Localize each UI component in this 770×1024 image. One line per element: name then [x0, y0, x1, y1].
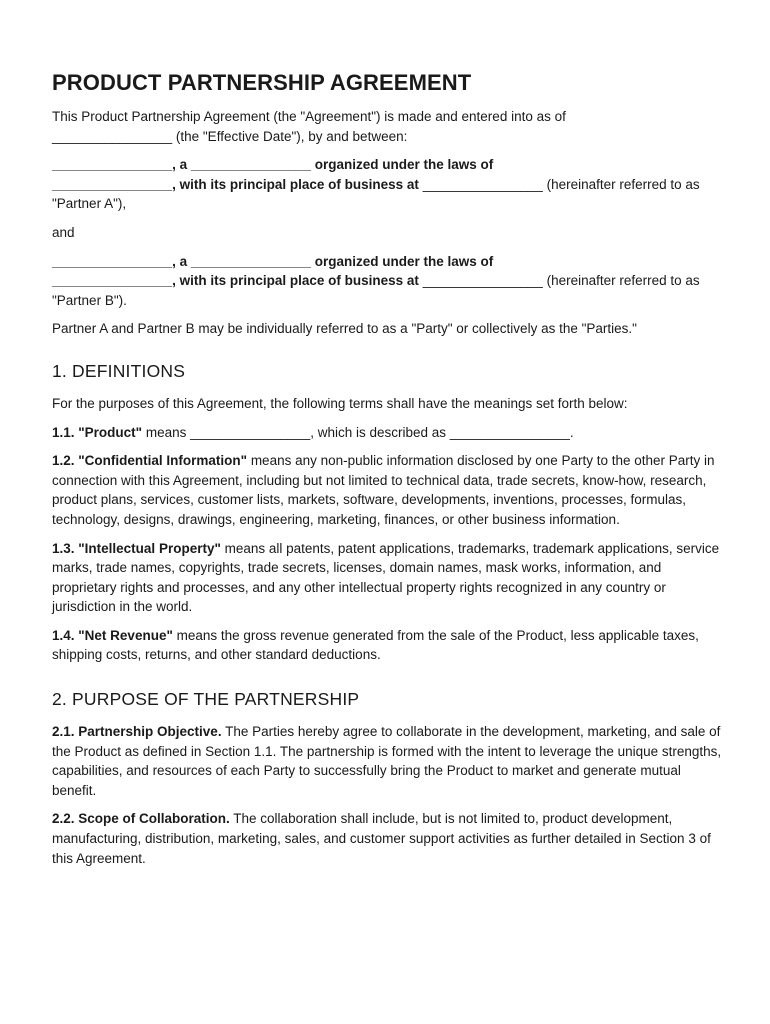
clause-1-3: [52, 539, 722, 617]
partner-b-line-2: ________________, with its principal place of business at: [52, 273, 419, 289]
clause-2-1-label: 2.1. Partnership Objective.: [52, 724, 222, 740]
section-2-heading: 2. PURPOSE OF THE PARTNERSHIP: [52, 689, 360, 710]
clause-1-2: [52, 451, 722, 529]
clause-2-1-text: The Parties hereby agree to collaborate in the development, marketing, and sale of the Product as defined in Section 1.1. The partnership is formed with the intent to leverage the unique strengths, capabilities, and resources of each Party to successfully bring the Product to market and generate mutual benefit.: [52, 724, 722, 798]
intro-line-2: ________________ (the "Effective Date"), by and between:: [52, 128, 408, 144]
clause-1-1: [52, 423, 722, 443]
document-title: PRODUCT PARTNERSHIP AGREEMENT: [52, 70, 472, 95]
clause-1-4: [52, 626, 722, 665]
clause-1-2-text: means any non-public information disclosed by one Party to the other Party in connection with this Agreement, including but not limited to technical data, trade secrets, know-how, research, product plans, services, customer lists, markets, software, developments, inventions, processes, formulas, technology, designs, drawings, engineering, marketing, finances, or other business information.: [52, 453, 715, 527]
partner-b-line-1: ________________, a ________________ organized under the laws of: [52, 253, 494, 269]
clause-1-2-label: 1.2. "Confidential Information": [52, 453, 248, 469]
clause-1-4-text: means the gross revenue generated from the sale of the Product, less applicable taxes, shipping costs, returns, and other standard deductions.: [52, 627, 699, 663]
partner-a-line-2: ________________, with its principal place of business at: [52, 176, 419, 192]
clause-2-2-label: 2.2. Scope of Collaboration.: [52, 811, 230, 827]
partner-a-block: [52, 155, 722, 214]
clause-1-1-label: 1.1. "Product": [52, 424, 143, 440]
clause-2-2-text: The collaboration shall include, but is not limited to, product development, manufacturing, distribution, marketing, sales, and customer support activities as further detailed in Section 3 of this Agreement.: [52, 811, 711, 866]
clause-2-1: [52, 722, 722, 800]
partner-b-tail: ________________ (hereinafter referred to as "Partner B").: [52, 273, 700, 308]
and-text: and: [52, 224, 75, 240]
partner-a-tail: ________________ (hereinafter referred to as "Partner A"),: [52, 176, 700, 212]
clause-2-2: [52, 809, 722, 868]
intro-line-1: This Product Partnership Agreement (the "Agreement") is made and entered into as of: [52, 109, 566, 124]
intro-paragraph: [52, 107, 722, 146]
partner-b-block: [52, 252, 722, 311]
clause-1-3-label: 1.3. "Intellectual Property": [52, 540, 221, 556]
clause-1-4-label: 1.4. "Net Revenue": [52, 627, 173, 643]
partner-a-line-1: ________________, a ________________ organized under the laws of: [52, 157, 494, 173]
clause-1-3-text: means all patents, patent applications, trademarks, trademark applications, service marks, trade names, copyrights, trade secrets, licenses, domain names, mask works, information, and proprietary rights and processes, and any other intellectual property rights recognized in any country or jurisdiction in the world.: [52, 540, 720, 615]
section-1-intro: For the purposes of this Agreement, the following terms shall have the meanings set forth below:: [52, 395, 628, 411]
parties-paragraph: Partner A and Partner B may be individually referred to as a "Party" or collectively as the "Parties.": [52, 321, 637, 337]
document-page: [52, 70, 722, 877]
clause-1-1-text: means ________________, which is described as ________________.: [142, 424, 574, 440]
section-1-heading: 1. DEFINITIONS: [52, 360, 186, 381]
